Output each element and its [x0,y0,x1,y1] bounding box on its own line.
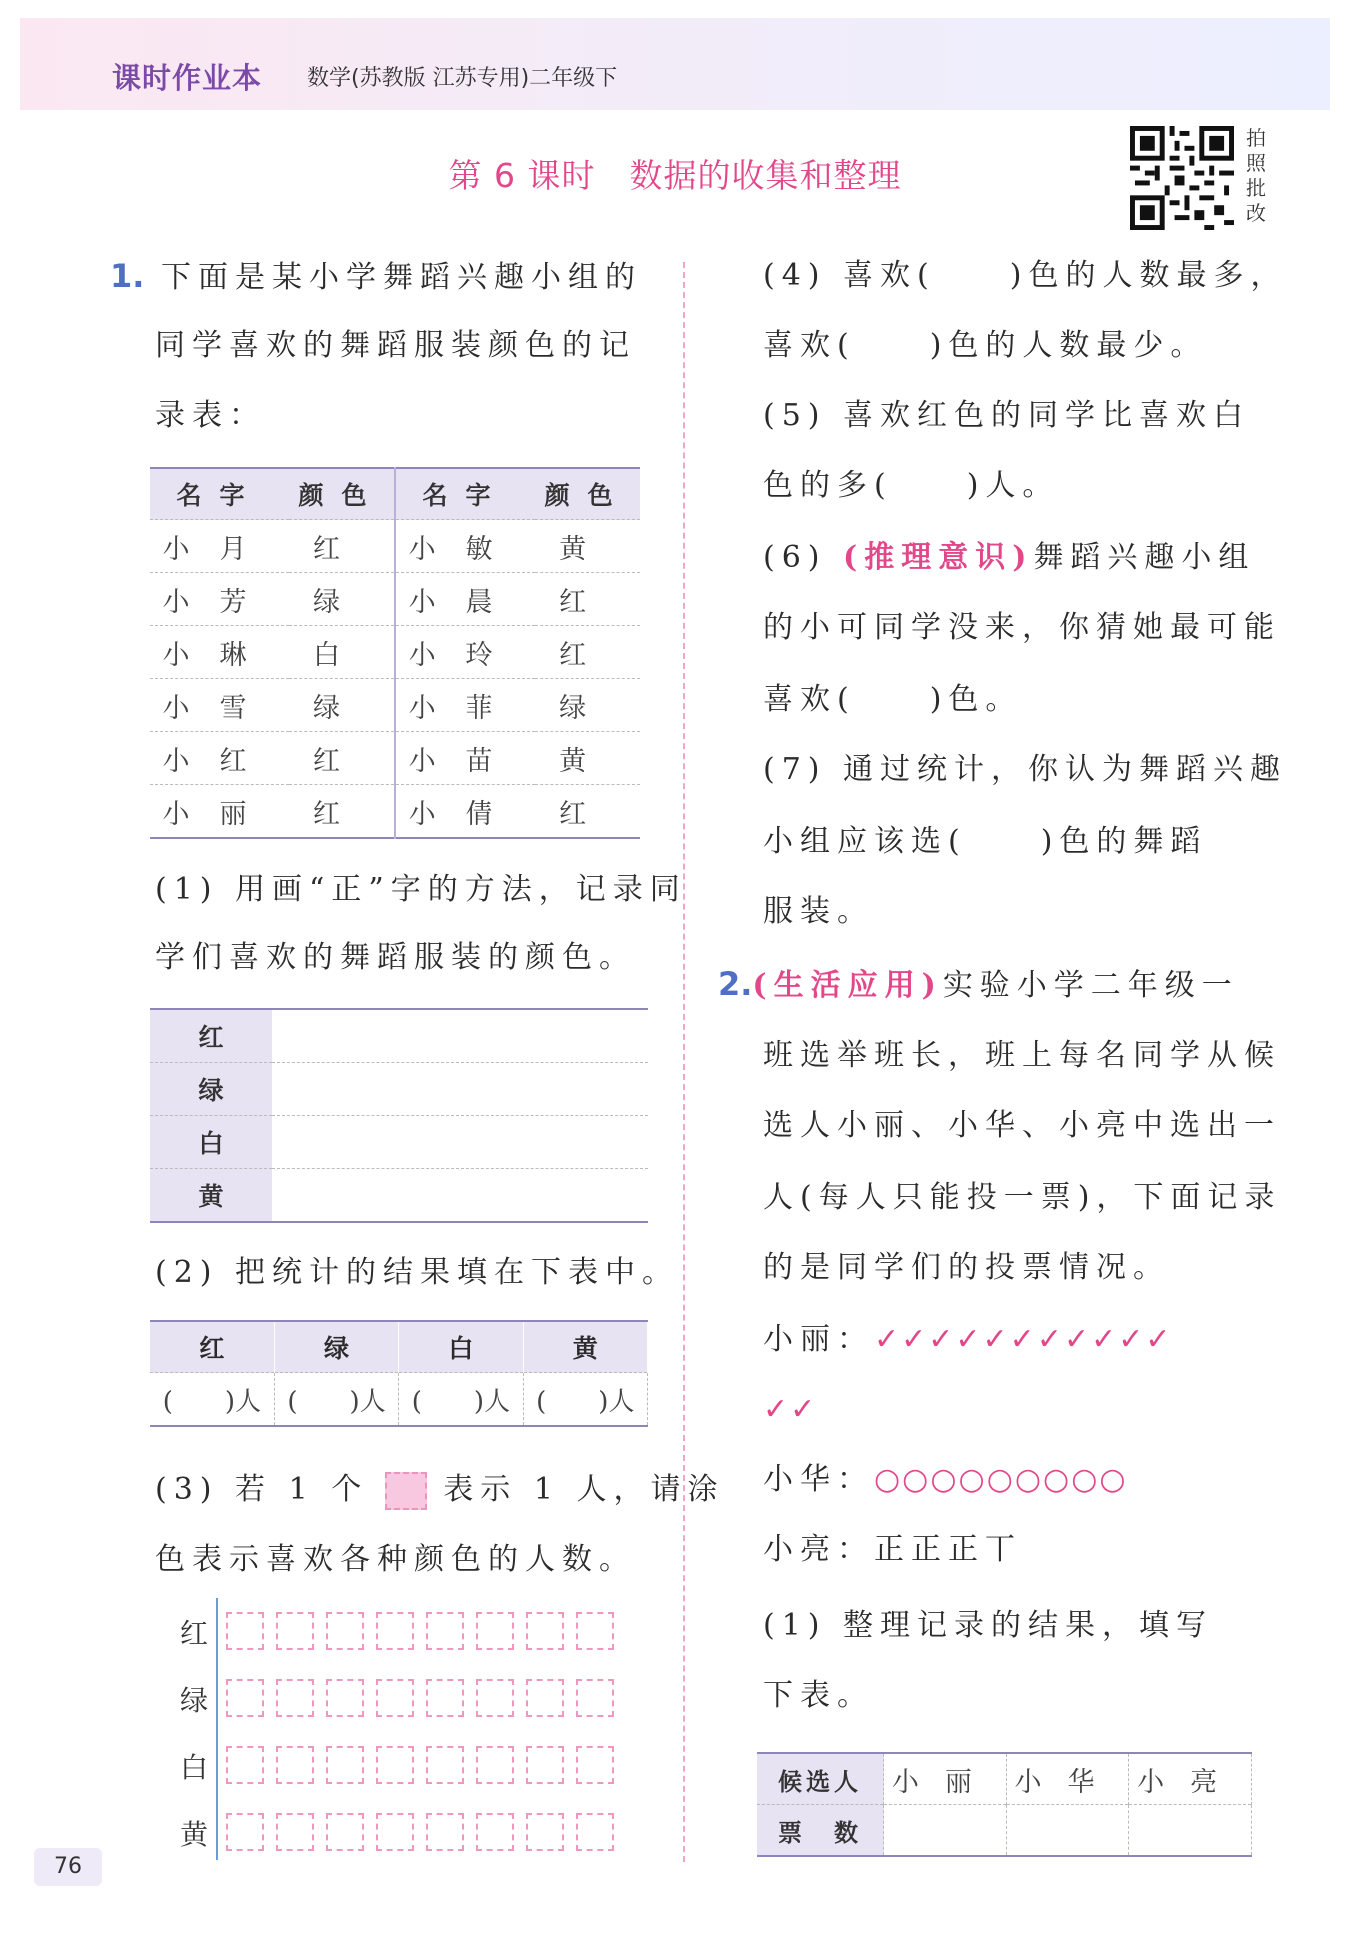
table-row: 候选人 小丽 小华 小亮 [757,1753,1252,1805]
coloring-cell[interactable] [376,1612,414,1650]
coloring-cell[interactable] [526,1679,564,1717]
tally-mark-icon: 正正正丅 [874,1532,1022,1567]
xiaoliang-votes: 小亮：正正正丅 [763,1532,1022,1567]
q1-p4-line-1: (4) 喜欢( )色的人数最多， [763,258,1288,293]
coloring-cell[interactable] [476,1612,514,1650]
tally-table [150,1008,648,1223]
coloring-cell[interactable] [226,1746,264,1784]
q1-p1-line-1: (1) 用画“正”字的方法，记录同 [155,872,687,907]
table-row: 黄 [150,1169,648,1223]
pink-square-icon [385,1472,427,1510]
q1-intro-line-3: 录表： [155,398,266,433]
coloring-cell[interactable] [426,1813,464,1851]
coloring-cell[interactable] [576,1813,614,1851]
coloring-cell[interactable] [326,1612,364,1650]
q1-p6-line-1: (6) (推理意识)舞蹈兴趣小组 [763,540,1256,575]
q2-intro-line-1: 2.(生活应用)实验小学二年级一 [718,965,1239,1003]
q1-p7-line-1: (7) 通过统计，你认为舞蹈兴趣 [763,752,1288,787]
page-number: 76 [34,1848,102,1886]
count-table: 红 绿 白 黄 ( )人 ( )人 ( )人 ( )人 [150,1320,648,1427]
reasoning-tag: (推理意识) [843,540,1034,575]
grid-axis [216,1598,218,1860]
q1-p6-line-2: 的小可同学没来，你猜她最可能 [763,610,1281,645]
table-row: 小丽 红 小倩 红 [150,785,640,839]
record-table [150,467,640,839]
q2-p1-line-2: 下表。 [763,1678,874,1713]
coloring-cell[interactable] [376,1813,414,1851]
coloring-cell[interactable] [576,1612,614,1650]
coloring-cell[interactable] [426,1746,464,1784]
lesson-title: 第 6 课时 数据的收集和整理 [448,156,902,195]
coloring-cell[interactable] [426,1612,464,1650]
count-blank-green[interactable]: ( )人 [274,1373,398,1427]
table-row: 票 数 [757,1805,1252,1857]
coloring-cell[interactable] [376,1679,414,1717]
record-header-name: 名字 [395,468,535,520]
coloring-cell[interactable] [326,1813,364,1851]
coloring-cell[interactable] [526,1612,564,1650]
tally-input-yellow[interactable] [272,1169,648,1223]
q2-p1-line-1: (1) 整理记录的结果，填写 [763,1608,1214,1643]
coloring-cell[interactable] [426,1679,464,1717]
table-row: 小雪 绿 小菲 绿 [150,679,640,732]
q1-p7-line-2: 小组应该选( )色的舞蹈 [763,824,1208,859]
table-row: 绿 [150,1063,648,1116]
table-row: 白 [150,1116,648,1169]
q1-p4-line-2: 喜欢( )色的人数最少。 [763,328,1208,363]
q1-p1-line-2: 学们喜欢的舞蹈服装的颜色。 [155,940,636,975]
qr-code-icon[interactable] [1130,126,1234,230]
q1-intro-line-2: 同学喜欢的舞蹈服装颜色的记 [155,328,636,363]
table-row [150,1373,648,1427]
record-header-name: 名字 [150,468,289,520]
check-mark-icon: ✓✓ [763,1392,818,1427]
q2-intro-line-3: 选人小丽、小华、小亮中选出一 [763,1108,1281,1143]
tally-input-green[interactable] [272,1063,648,1116]
vote-count-input[interactable] [884,1805,1007,1857]
q1-p3-line-2: 色表示喜欢各种颜色的人数。 [155,1542,636,1577]
xiaoli-votes-cont [763,1392,817,1428]
application-tag: (生活应用) [752,968,943,1003]
coloring-cell[interactable] [226,1679,264,1717]
coloring-cell[interactable] [276,1679,314,1717]
coloring-cell[interactable] [576,1679,614,1717]
vote-result-table [757,1752,1252,1857]
circle-mark-icon: ○○○○○○○○○ [874,1462,1128,1497]
coloring-cell[interactable] [276,1813,314,1851]
coloring-cell[interactable] [376,1746,414,1784]
table-row: 小琳 白 小玲 红 [150,626,640,679]
q2-intro-line-4: 人(每人只能投一票)，下面记录 [763,1180,1282,1215]
xiaoli-votes: 小丽：✓✓✓✓✓✓✓✓✓✓✓ [763,1322,1173,1357]
q1-intro-line-1: 1. 下面是某小学舞蹈兴趣小组的 [110,257,642,295]
coloring-cell[interactable] [476,1813,514,1851]
table-row: 小月 红 小敏 黄 [150,520,640,573]
count-blank-yellow[interactable]: ( )人 [523,1373,647,1427]
table-row: 小红 红 小苗 黄 [150,732,640,785]
coloring-cell[interactable] [326,1679,364,1717]
header-brand: 课时作业本 [112,61,263,95]
q1-p6-line-3: 喜欢( )色。 [763,682,1023,717]
coloring-cell[interactable] [476,1746,514,1784]
header-subtitle: 数学(苏教版 江苏专用)二年级下 [307,66,618,91]
vote-count-input[interactable] [1006,1805,1129,1857]
record-header-color: 颜色 [535,468,640,520]
coloring-cell[interactable] [326,1746,364,1784]
q1-p5-line-1: (5) 喜欢红色的同学比喜欢白 [763,398,1251,433]
xiaohua-votes: 小华：○○○○○○○○○ [763,1462,1128,1497]
q1-p2: (2) 把统计的结果填在下表中。 [155,1255,680,1290]
tally-input-white[interactable] [272,1116,648,1169]
coloring-cell[interactable] [576,1746,614,1784]
vote-count-input[interactable] [1129,1805,1252,1857]
coloring-cell[interactable] [276,1612,314,1650]
q1-p5-line-2: 色的多( )人。 [763,468,1060,503]
check-mark-icon: ✓✓✓✓✓✓✓✓✓✓✓ [874,1322,1173,1357]
coloring-cell[interactable] [526,1813,564,1851]
count-blank-red[interactable]: ( )人 [150,1373,274,1427]
q2-intro-line-2: 班选举班长，班上每名同学从候 [763,1038,1281,1073]
table-row: 红 [150,1009,648,1063]
q1-number: 1. [110,257,145,295]
q2-intro-line-5: 的是同学们的投票情况。 [763,1250,1170,1285]
coloring-cell[interactable] [226,1813,264,1851]
q2-number: 2. [718,965,753,1003]
coloring-cell[interactable] [526,1746,564,1784]
column-divider [683,262,685,1862]
coloring-cell[interactable] [226,1612,264,1650]
qr-label: 拍 照 批 改 [1246,126,1266,225]
coloring-cell[interactable] [276,1746,314,1784]
q1-p7-line-3: 服装。 [763,894,874,929]
record-header-color: 颜色 [289,468,395,520]
count-blank-white[interactable]: ( )人 [399,1373,523,1427]
tally-input-red[interactable] [272,1009,648,1063]
q1-p3-line-1: (3) 若 1 个 表示 1 人，请涂 [155,1472,724,1510]
coloring-cell[interactable] [476,1679,514,1717]
table-row: 小芳 绿 小晨 红 [150,573,640,626]
